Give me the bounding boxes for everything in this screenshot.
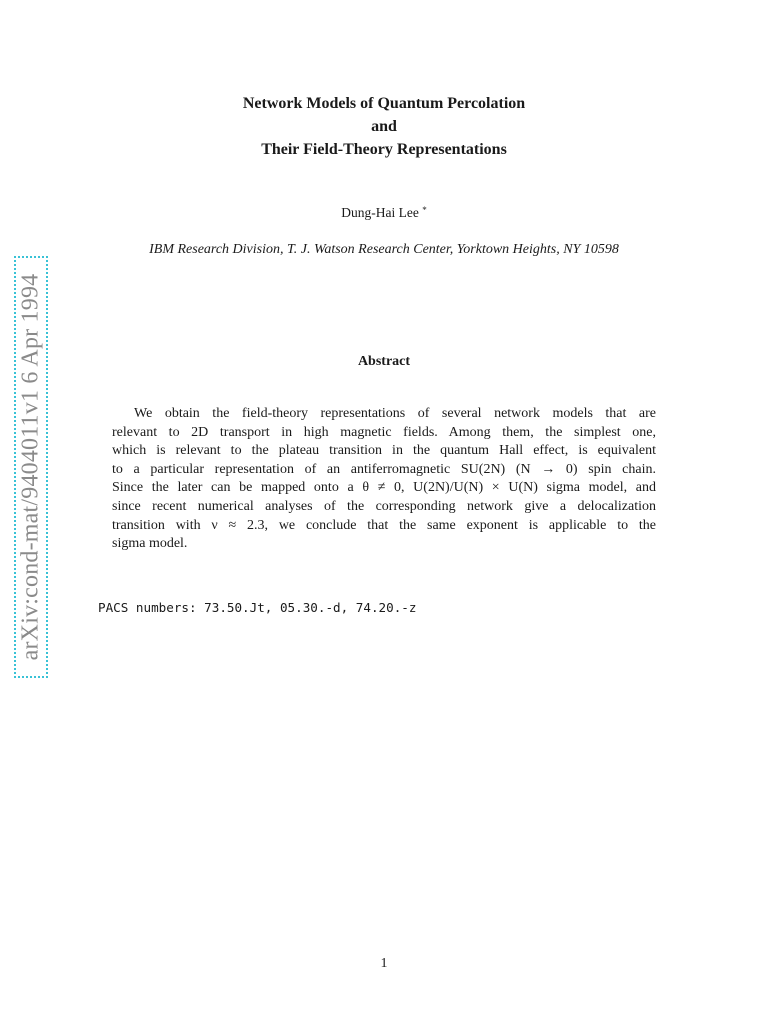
title-line-3: Their Field-Theory Representations: [261, 141, 507, 158]
author-name: Dung-Hai Lee: [341, 205, 419, 220]
arxiv-identifier-stamp: [14, 256, 48, 678]
pacs-numbers: PACS numbers: 73.50.Jt, 05.30.-d, 74.20.-z: [98, 600, 417, 615]
page-number: 1: [380, 956, 388, 971]
title-line-1: Network Models of Quantum Percolation: [242, 95, 526, 112]
author-footnote-mark: *: [422, 205, 427, 215]
abstract-line: which is relevant to the plateau transition in the quantum Hall effect, is equivalent: [112, 443, 656, 459]
author-line: [0, 205, 768, 221]
paper-title: [0, 92, 768, 161]
abstract-line: We obtain the field-theory representations of several network models that are: [134, 406, 656, 421]
arxiv-identifier: arXiv:cond-mat/9404011v1 6 Apr 1994: [17, 273, 44, 661]
abstract-body: [112, 405, 656, 554]
abstract-heading: Abstract: [357, 354, 411, 369]
abstract-line: sigma model.: [112, 536, 188, 552]
abstract-line: transition with ν ≈ 2.3, we conclude that the same exponent is applicable to the: [112, 517, 656, 533]
abstract-line: since recent numerical analyses of the corresponding network give a delocalization: [112, 498, 656, 514]
abstract-line: relevant to 2D transport in high magnetic fields. Among them, the simplest one,: [112, 424, 656, 440]
title-line-2: and: [371, 118, 397, 135]
abstract-line: Since the later can be mapped onto a θ ≠ 0, U(2N)/U(N) × U(N) sigma model, and: [112, 480, 656, 496]
author-affiliation: IBM Research Division, T. J. Watson Research Center, Yorktown Heights, NY 10598: [149, 242, 619, 257]
abstract-line: to a particular representation of an antiferromagnetic SU(2N) (N → 0) spin chain.: [112, 461, 656, 477]
